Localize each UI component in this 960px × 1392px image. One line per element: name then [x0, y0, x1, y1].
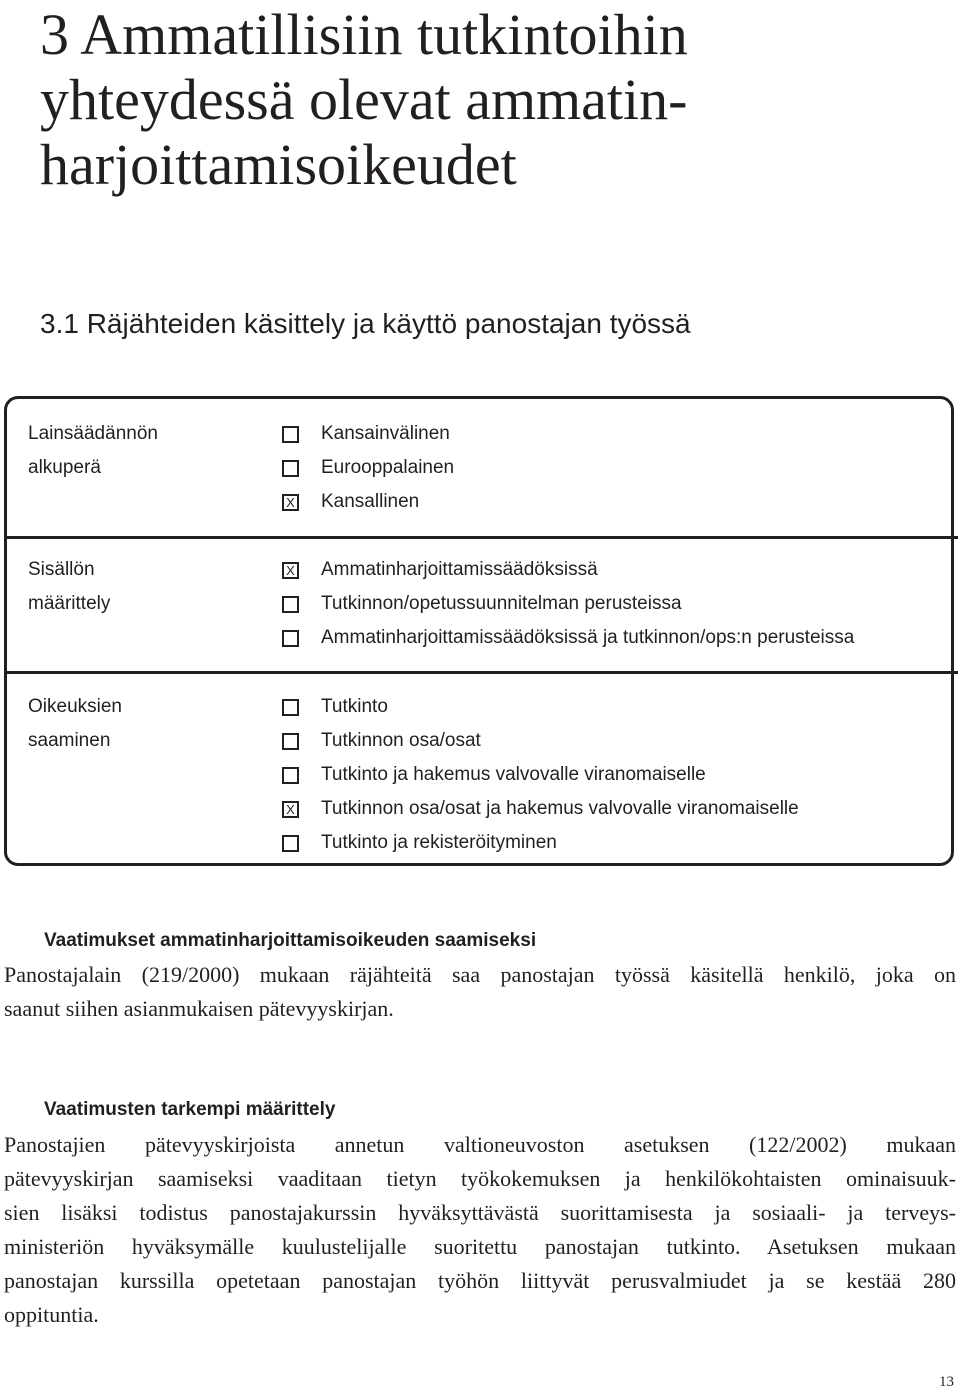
chapter-title-line: harjoittamisoikeudet — [40, 132, 517, 197]
option-label: Kansallinen — [321, 491, 420, 512]
option-label: Tutkinnon/opetussuunnitelman perusteissa — [321, 593, 682, 614]
requirements-paragraph — [4, 958, 956, 1026]
option-label: Eurooppalainen — [321, 457, 455, 478]
detailed-paragraph — [4, 1128, 956, 1332]
option-row — [282, 758, 706, 792]
checkbox[interactable] — [282, 630, 299, 647]
row-label-rights-acquisition: Oikeuksien saaminen — [28, 696, 122, 751]
detailed-heading: Vaatimusten tarkempi määrittely — [44, 1099, 336, 1120]
option-row — [282, 826, 557, 860]
row-label-legislation-origin: Lainsäädännön alkuperä — [28, 423, 158, 478]
option-label: Kansainvälinen — [321, 423, 450, 444]
checkbox[interactable]: X — [282, 562, 299, 579]
option-row — [282, 621, 854, 655]
text-line: oppituntia. — [4, 1302, 99, 1327]
section-title: 3.1 Räjähteiden käsittely ja käyttö panostajan työssä — [40, 308, 691, 339]
chapter-title — [40, 2, 940, 197]
option-row — [282, 792, 799, 826]
checkbox[interactable] — [282, 767, 299, 784]
option-label: Tutkinnon osa/osat — [321, 730, 481, 751]
chapter-title-line: 3 Ammatillisiin tutkintoihin — [40, 2, 688, 67]
text-line: Panostajalain (219/2000) mukaan räjähteitä saa panostajan työssä käsitellä henkilö, joka on — [4, 962, 956, 987]
option-label: Tutkinto — [321, 696, 388, 717]
option-row — [282, 724, 481, 758]
text-line: sien lisäksi todistus panostajakurssin hyväksyttävästä suorittamisesta ja sosiaali- ja terveys- — [4, 1200, 956, 1225]
option-label: Tutkinnon osa/osat ja hakemus valvovalle viranomaiselle — [321, 798, 799, 819]
option-label: Tutkinto ja hakemus valvovalle viranomaiselle — [321, 764, 706, 785]
checkbox[interactable] — [282, 835, 299, 852]
box-divider — [4, 671, 958, 674]
option-row — [282, 451, 454, 485]
option-label: Ammatinharjoittamissäädöksissä — [321, 559, 598, 580]
checkbox[interactable] — [282, 733, 299, 750]
checkbox[interactable] — [282, 426, 299, 443]
option-row — [282, 587, 682, 621]
requirements-heading: Vaatimukset ammatinharjoittamisoikeuden saamiseksi — [44, 930, 537, 951]
text-line: ministeriön hyväksymälle kuulustelijalle suoritettu panostajan tutkinto. Asetuksen mukaan — [4, 1234, 956, 1259]
option-row — [282, 485, 419, 519]
checkbox[interactable]: X — [282, 494, 299, 511]
checkbox[interactable] — [282, 699, 299, 716]
option-label: Tutkinto ja rekisteröityminen — [321, 832, 557, 853]
checkbox[interactable] — [282, 460, 299, 477]
option-row — [282, 417, 450, 451]
option-label: Ammatinharjoittamissäädöksissä ja tutkinnon/ops:n perusteissa — [321, 627, 855, 648]
chapter-title-line: yhteydessä olevat ammatin- — [40, 67, 688, 132]
option-row — [282, 553, 598, 587]
checkbox[interactable]: X — [282, 801, 299, 818]
page-number: 13 — [939, 1374, 954, 1390]
box-divider — [4, 536, 958, 539]
text-line: saanut siihen asianmukaisen pätevyyskirjan. — [4, 996, 394, 1021]
text-line: Panostajien pätevyyskirjoista annetun valtioneuvoston asetuksen (122/2002) mukaan — [4, 1132, 956, 1157]
text-line: panostajan kurssilla opetetaan panostajan työhön liittyvät perusvalmiudet ja se kestää 280 — [4, 1268, 956, 1293]
checkbox[interactable] — [282, 596, 299, 613]
row-label-content-definition: Sisällön määrittely — [28, 559, 111, 614]
text-line: pätevyyskirjan saamiseksi vaaditaan tietyn työkokemuksen ja henkilökohtaisten ominaisuuk- — [4, 1166, 956, 1191]
option-row — [282, 690, 388, 724]
